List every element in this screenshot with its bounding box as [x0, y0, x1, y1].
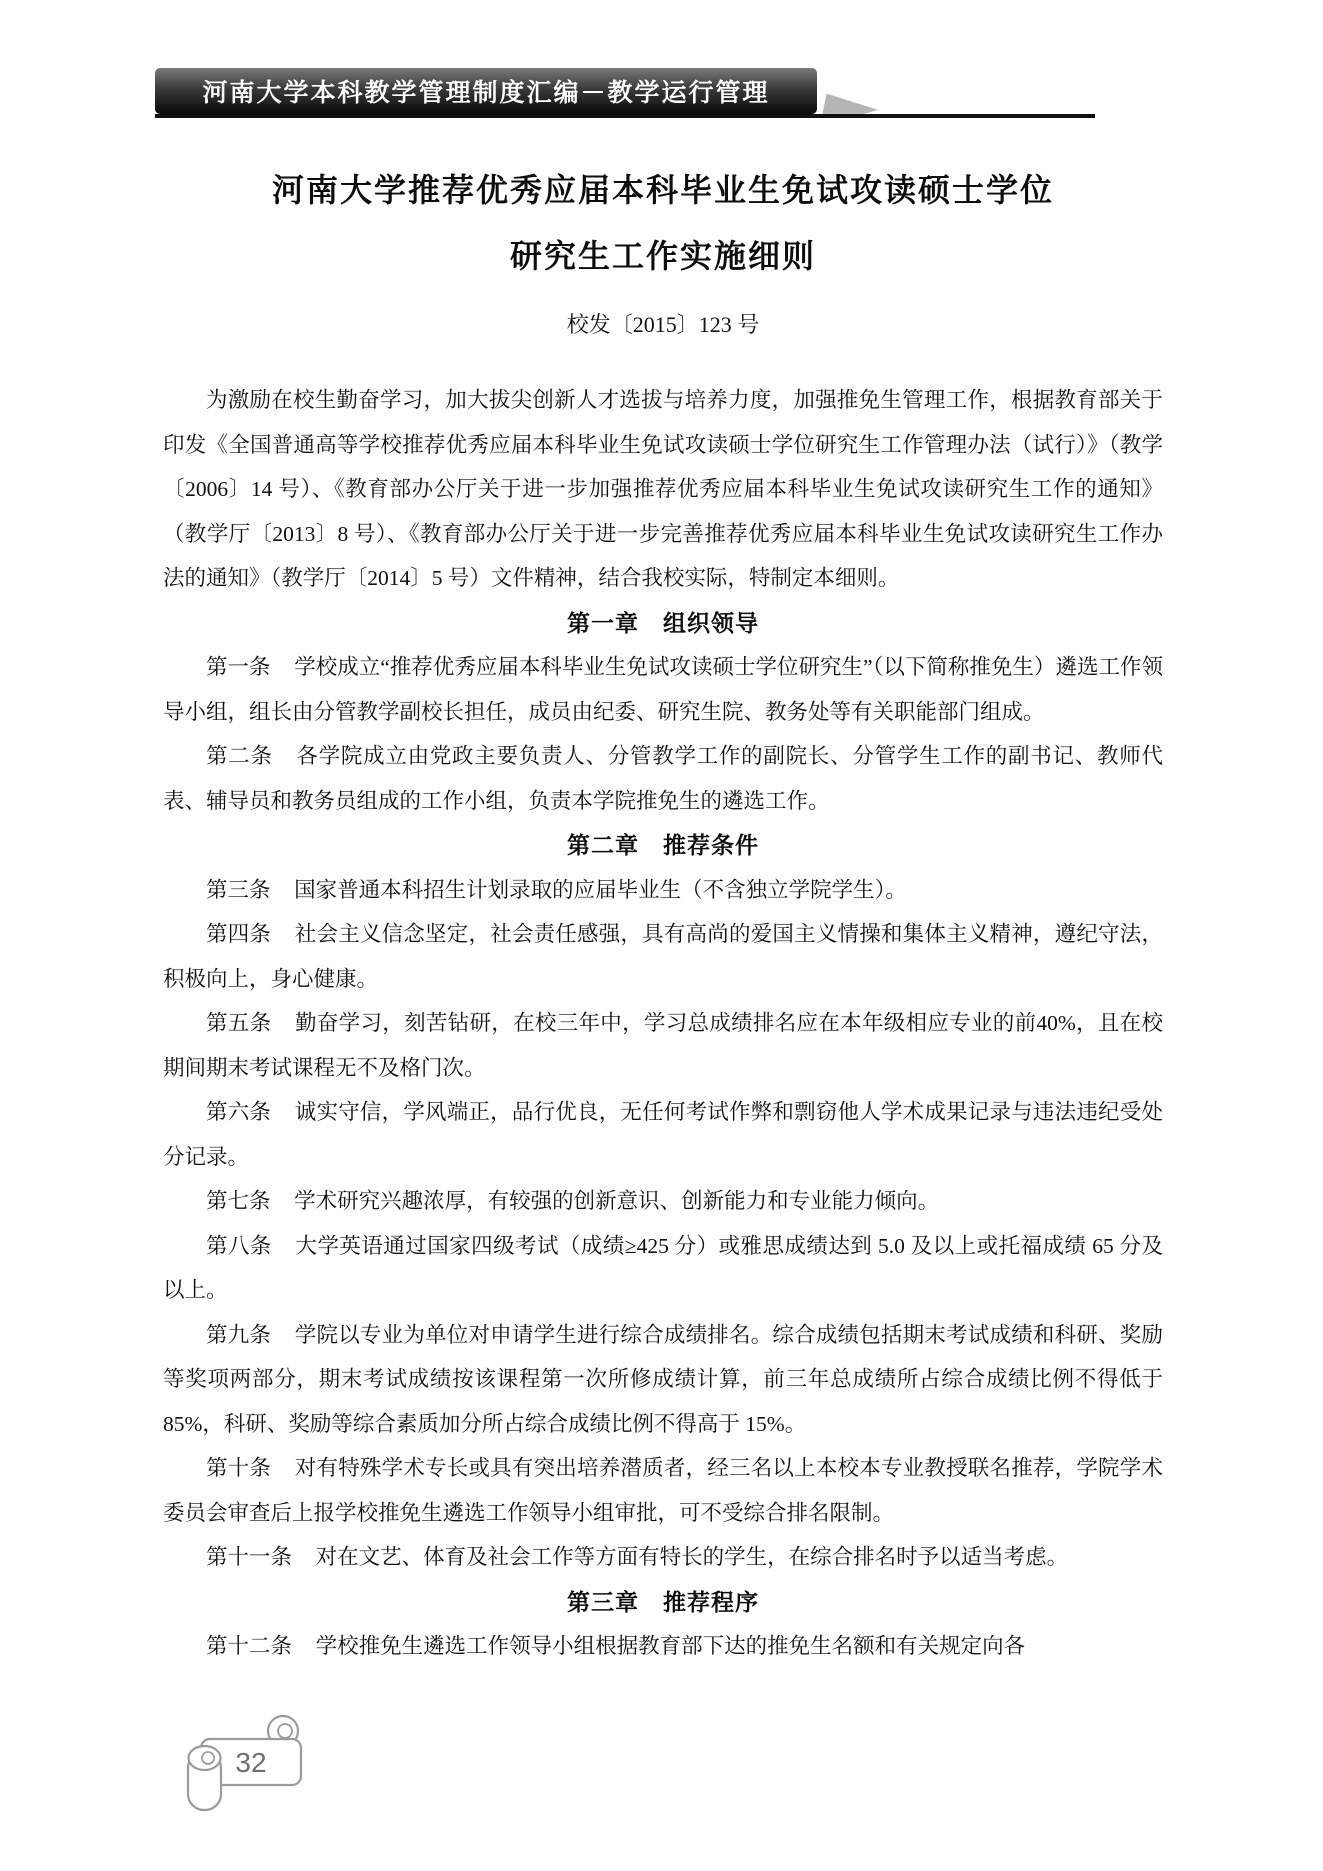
article-text: 对在文艺、体育及社会工作等方面有特长的学生，在综合排名时予以适当考虑。	[315, 1545, 1069, 1569]
article-label: 第一条	[206, 655, 271, 679]
article-text: 各学院成立由党政主要负责人、分管教学工作的副院长、分管学生工作的副书记、教师代表、辅导员和教务员组成的工作小组，负责本学院推免生的遴选工作。	[163, 744, 1163, 813]
article-paragraph	[163, 1535, 1163, 1580]
article-text: 学术研究兴趣浓厚，有较强的创新意识、创新能力和专业能力倾向。	[294, 1189, 940, 1213]
page-number-scroll-icon	[181, 1712, 311, 1816]
document-body	[163, 0, 1163, 1669]
article-text: 大学英语通过国家四级考试（成绩≥425 分）或雅思成绩达到 5.0 及以上或托福成绩 65 分及以上。	[163, 1233, 1163, 1302]
article-paragraph	[163, 912, 1163, 1001]
article-paragraph	[163, 645, 1163, 734]
article-paragraph	[163, 1090, 1163, 1179]
article-label: 第十一条	[206, 1545, 293, 1569]
document-title	[163, 157, 1163, 289]
article-text: 学院以专业为单位对申请学生进行综合成绩排名。综合成绩包括期末考试成绩和科研、奖励等奖项两部分，期末考试成绩按该课程第一次所修成绩计算，前三年总成绩所占综合成绩比例不得低于 85%，科研、奖励等综合素质加分所占综合成绩比例不得高于 15%。	[163, 1322, 1163, 1436]
article-label: 第十二条	[206, 1634, 293, 1658]
article-text: 学校推免生遴选工作领导小组根据教育部下达的推免生名额和有关规定向各	[315, 1634, 1026, 1658]
header-banner-text: 河南大学本科教学管理制度汇编－教学运行管理	[202, 79, 770, 107]
article-label: 第二条	[206, 744, 273, 768]
article-paragraph	[163, 1446, 1163, 1535]
article-label: 第六条	[206, 1100, 272, 1124]
article-label: 第九条	[206, 1322, 272, 1347]
article-text: 诚实守信，学风端正，品行优良，无任何考试作弊和剽窃他人学术成果记录与违法违纪受处分记录。	[163, 1100, 1163, 1169]
article-paragraph	[163, 868, 1163, 913]
document-number: 校发〔2015〕123 号	[566, 312, 760, 337]
article-paragraph	[163, 1624, 1163, 1669]
article-text: 国家普通本科招生计划录取的应届毕业生（不含独立学院学生）。	[294, 877, 907, 902]
page-number: 32	[235, 1747, 267, 1778]
article-text: 学校成立“推荐优秀应届本科毕业生免试攻读硕士学位研究生”（以下简称推免生）遴选工作领导小组，组长由分管教学副校长担任，成员由纪委、研究生院、教务处等有关职能部门组成。	[163, 655, 1163, 724]
article-text: 社会主义信念坚定，社会责任感强，具有高尚的爱国主义情操和集体主义精神，遵纪守法，积极向上，身心健康。	[163, 922, 1163, 991]
chapter-heading: 第三章 推荐程序	[567, 1588, 759, 1615]
article-label: 第三条	[206, 877, 271, 902]
article-label: 第五条	[206, 1011, 272, 1035]
article-paragraph	[163, 1313, 1163, 1447]
chapter-heading: 第二章 推荐条件	[567, 832, 759, 858]
article-label: 第七条	[206, 1189, 271, 1213]
chapter-heading: 第一章 组织领导	[567, 609, 759, 636]
article-label: 第四条	[206, 922, 272, 946]
article-paragraph	[163, 734, 1163, 823]
intro-paragraph: 为激励在校生勤奋学习，加大拔尖创新人才选拔与培养力度，加强推免生管理工作，根据教育部关于印发《全国普通高等学校推荐优秀应届本科毕业生免试攻读硕士学位研究生工作管理办法（试行）》（教学〔2006〕14 号）、《教育部办公厅关于进一步加强推荐优秀应届本科毕业生免试攻读研究生工作的通知》（教学厅〔2013〕8 号）、《教育部办公厅关于进一步完善推荐优秀应届本科毕业生免试攻读研究生工作办法的通知》（教学厅〔2014〕5 号）文件精神，结合我校实际，特制定本细则。	[163, 388, 1163, 590]
article-text: 对有特殊学术专长或具有突出培养潜质者，经三名以上本校本专业教授联名推荐，学院学术委员会审查后上报学校推免生遴选工作领导小组审批，可不受综合排名限制。	[163, 1456, 1163, 1525]
article-label: 第八条	[206, 1233, 272, 1258]
document-title-line2: 研究生工作实施细则	[509, 238, 816, 274]
article-paragraph	[163, 1001, 1163, 1090]
article-label: 第十条	[206, 1456, 272, 1480]
article-paragraph	[163, 1224, 1163, 1313]
document-title-line1: 河南大学推荐优秀应届本科毕业生免试攻读硕士学位	[271, 172, 1054, 208]
article-text: 勤奋学习，刻苦钻研，在校三年中，学习总成绩排名应在本年级相应专业的前40%，且在校期间期末考试课程无不及格门次。	[163, 1011, 1163, 1080]
article-paragraph	[163, 1179, 1163, 1224]
